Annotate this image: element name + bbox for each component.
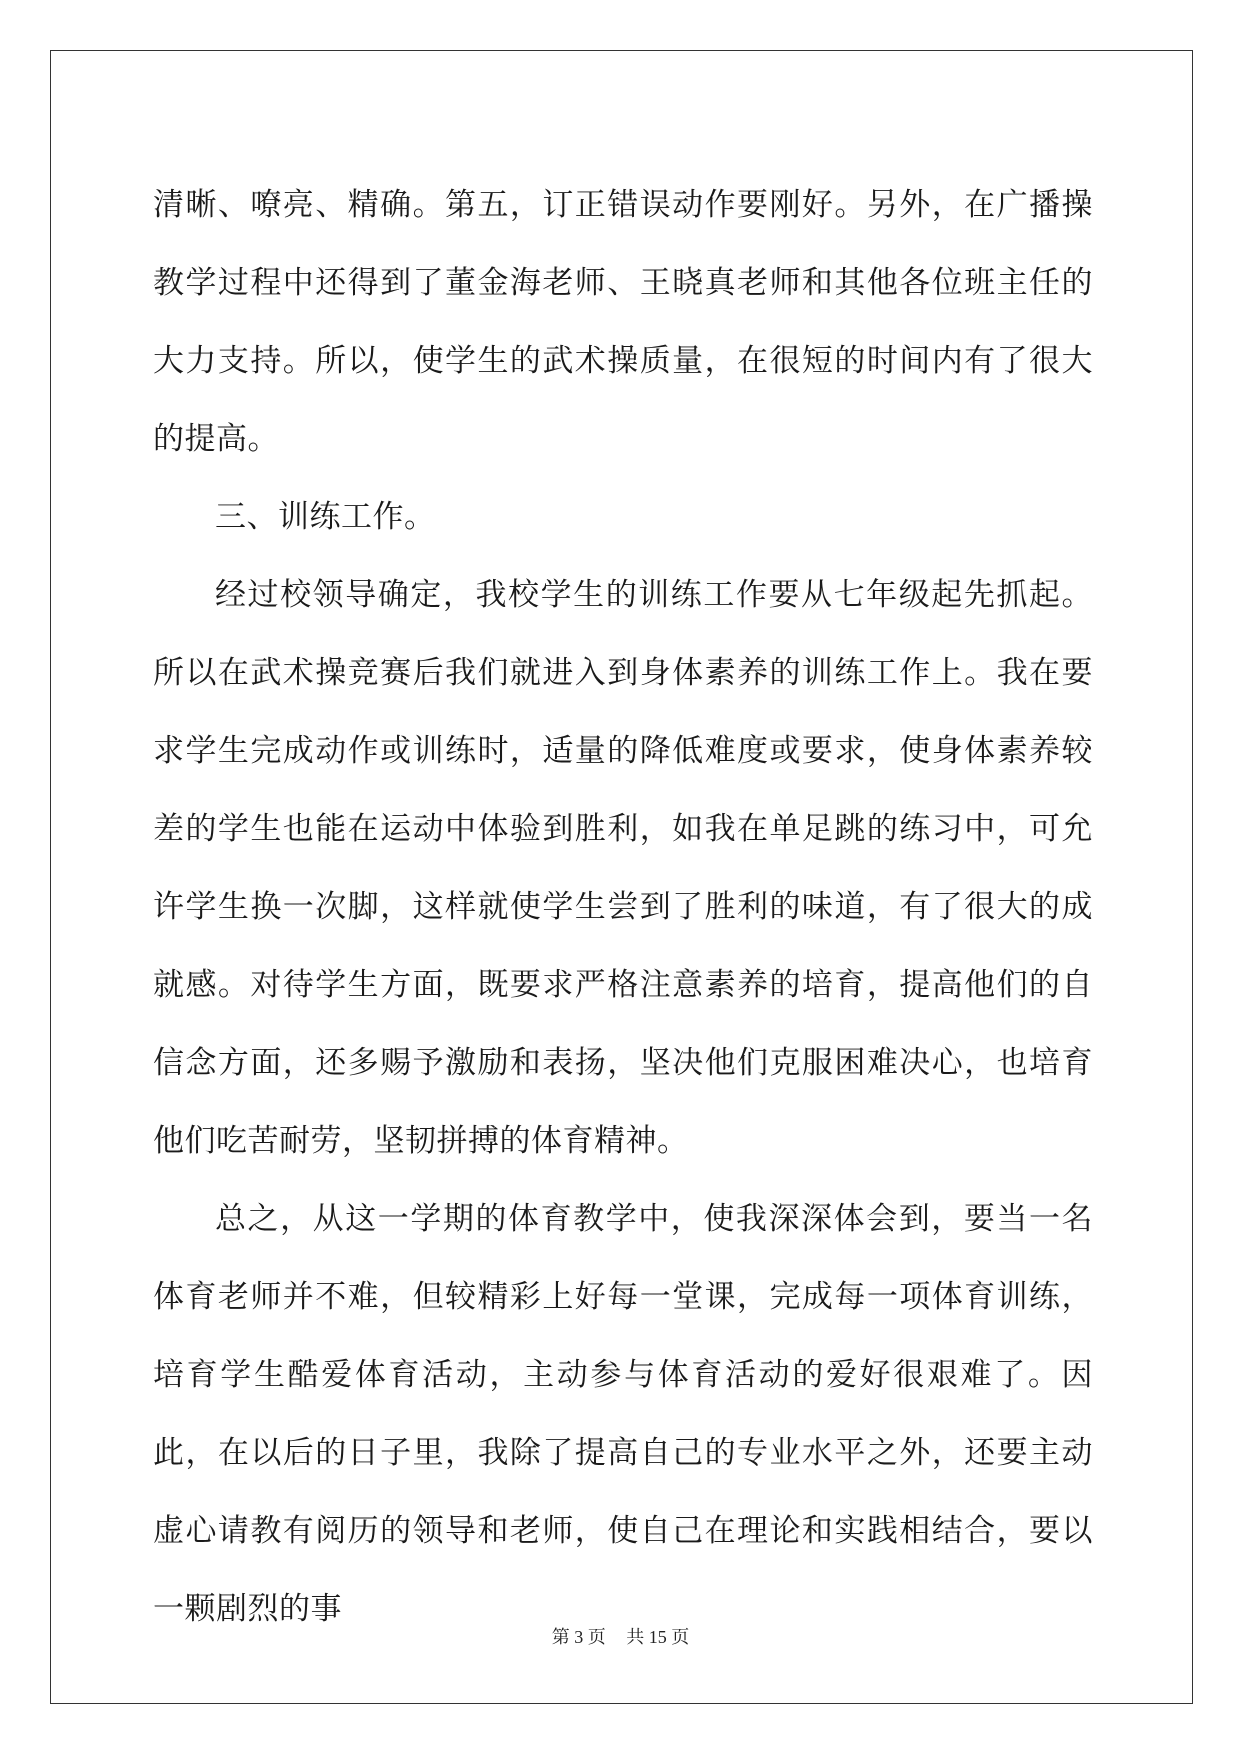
paragraph-training: 经过校领导确定，我校学生的训练工作要从七年级起先抓起。所以在武术操竞赛后我们就进入到身体素养的训练工作上。我在要求学生完成动作或训练时，适量的降低难度或要求，使身体素养较差的学生也能在运动中体验到胜利，如我在单足跳的练习中，可允许学生换一次脚，这样就使学生尝到了胜利的味道，有了很大的成就感。对待学生方面，既要求严格注意素养的培育，提高他们的自信念方面，还多赐予激励和表扬，坚决他们克服困难决心，也培育他们吃苦耐劳，坚韧拼搏的体育精神。 <box>153 577 1093 1159</box>
document-body <box>153 166 1093 1648</box>
page-footer <box>0 1623 1241 1649</box>
page-number: 第 3 页 <box>551 1627 606 1647</box>
paragraph-continuation: 清晰、嘹亮、精确。第五，订正错误动作要刚好。另外，在广播操教学过程中还得到了董金海老师、王晓真老师和其他各位班主任的大力支持。所以，使学生的武术操质量，在很短的时间内有了很大的提高。 <box>153 187 1093 457</box>
section-heading-training: 三、训练工作。 <box>215 499 436 535</box>
paragraph-summary: 总之，从这一学期的体育教学中，使我深深体会到，要当一名体育老师并不难，但较精彩上好每一堂课，完成每一项体育训练，培育学生酷爱体育活动，主动参与体育活动的爱好很艰难了。因此，在以后的日子里，我除了提高自己的专业水平之外，还要主动虚心请教有阅历的领导和老师，使自己在理论和实践相结合，要以一颗剧烈的事 <box>153 1201 1093 1627</box>
page-total: 共 15 页 <box>626 1627 690 1647</box>
